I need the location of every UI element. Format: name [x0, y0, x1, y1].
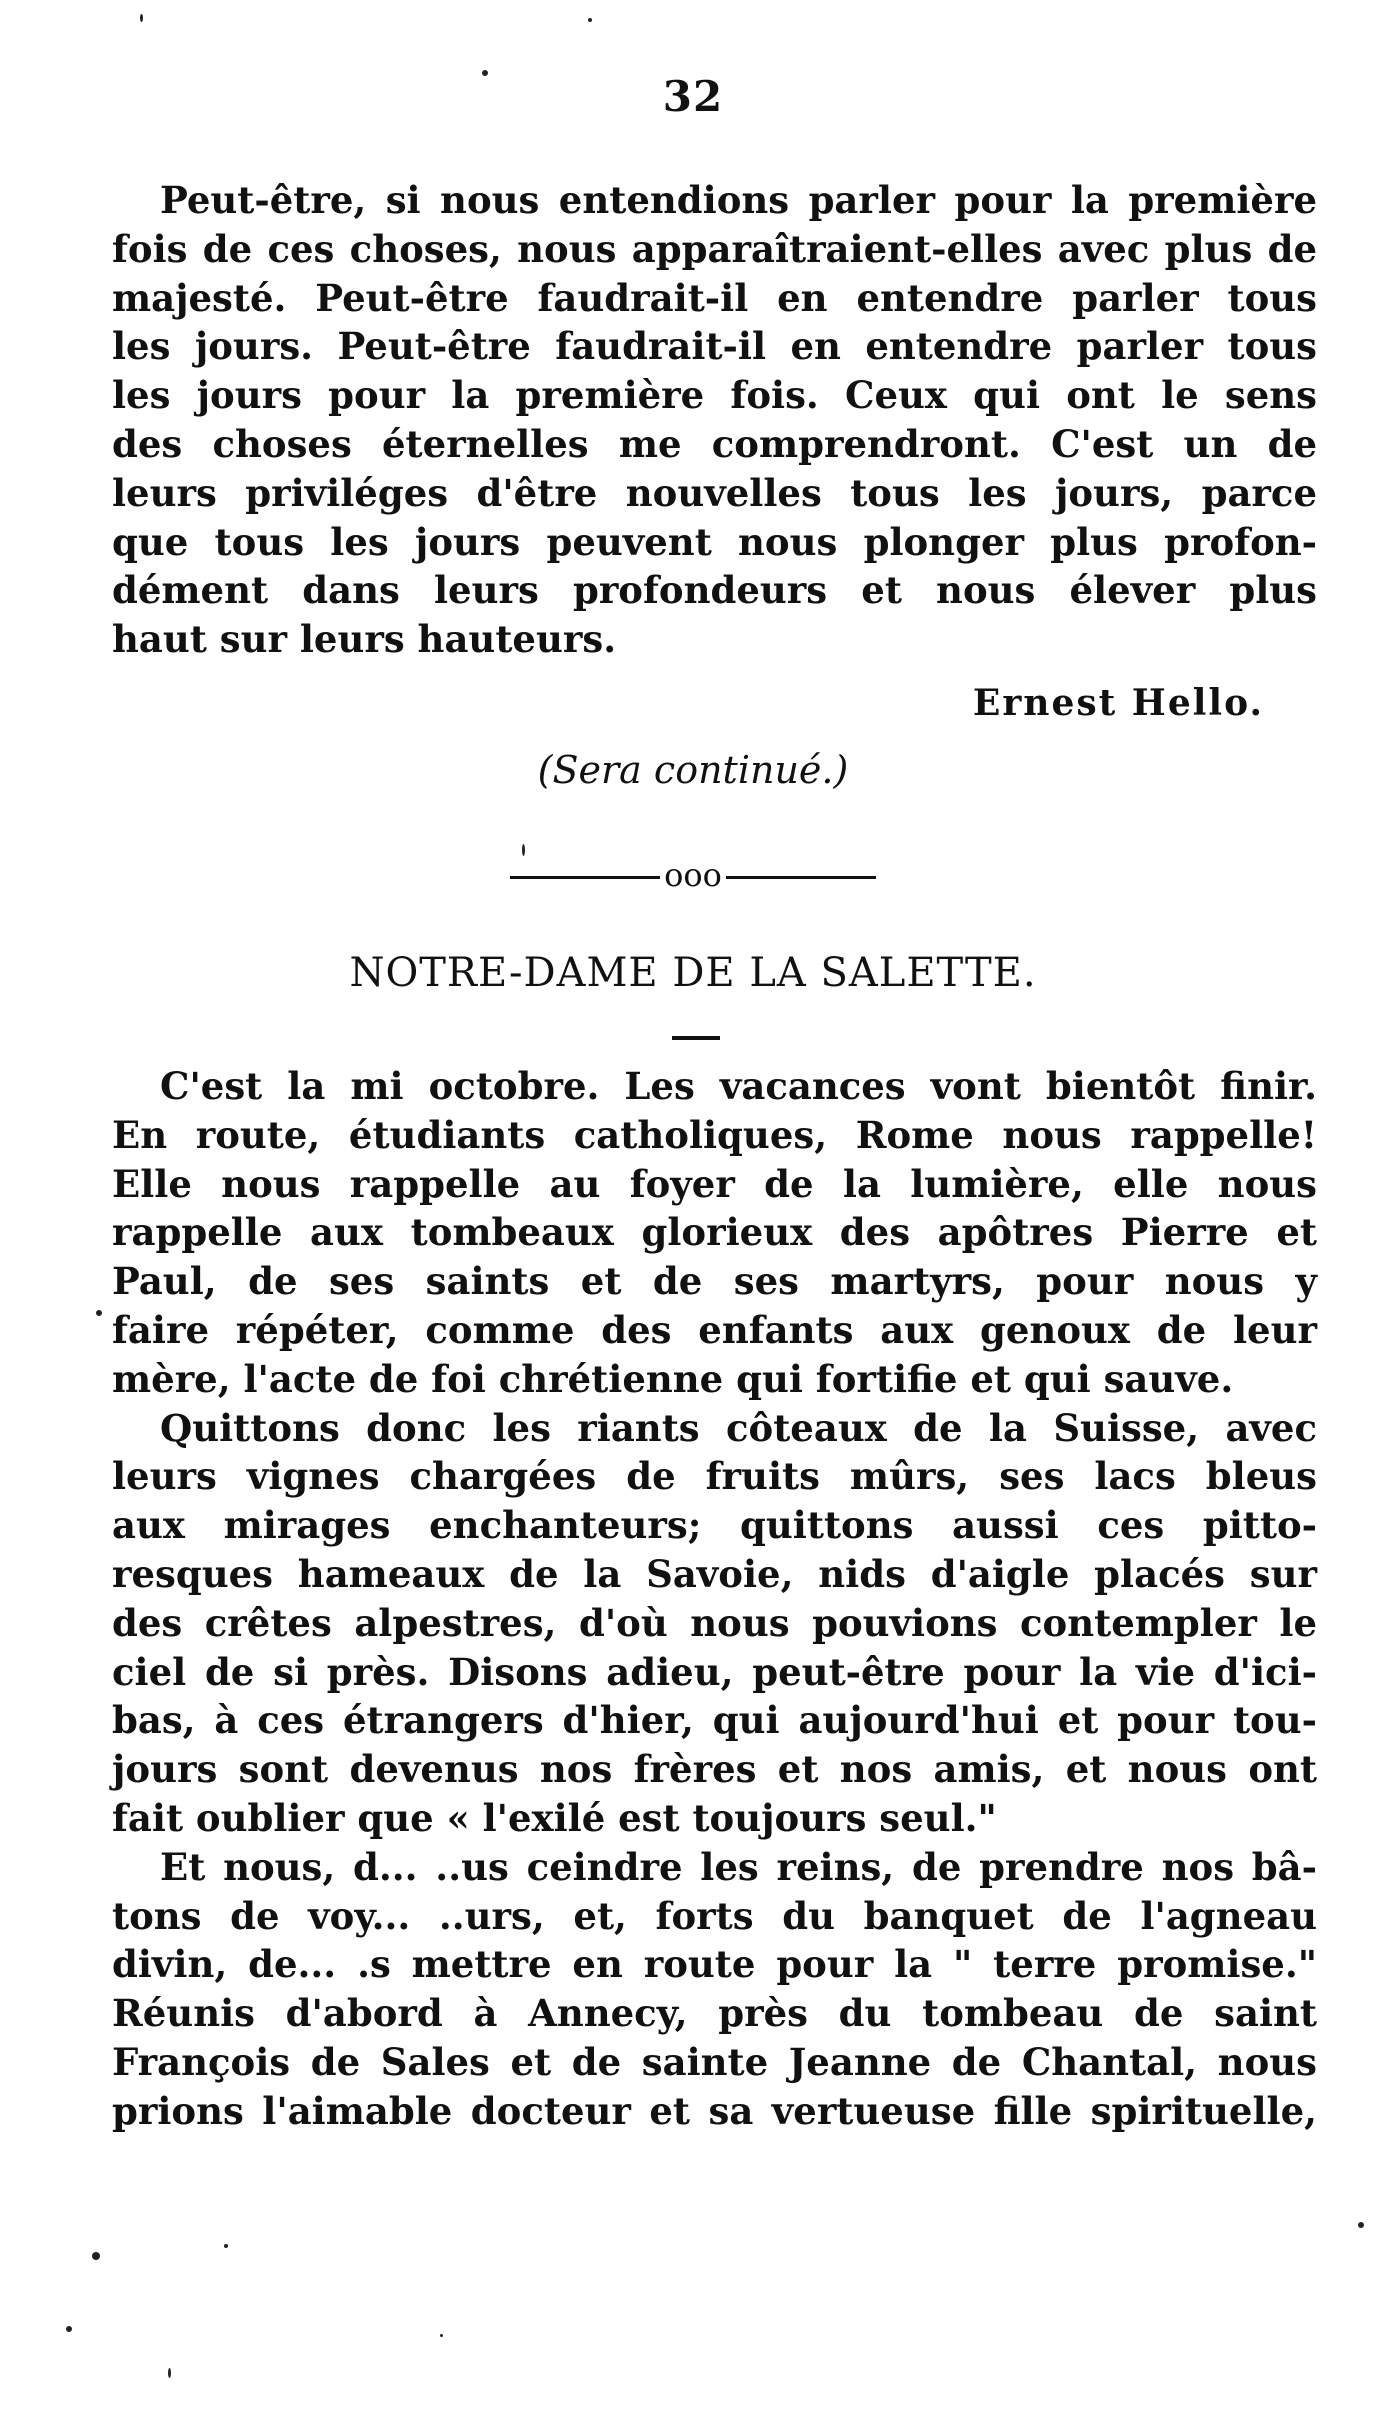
text-line: aux mirages enchanteurs; quittons aussi ces pitto-	[112, 1503, 1317, 1548]
section-separator	[0, 856, 1386, 894]
scan-speck	[1358, 2222, 1364, 2228]
scan-speck	[168, 2368, 171, 2378]
text-line: Peut-être, si nous entendions parler pour la première	[160, 178, 1317, 222]
text-line: faire répéter, comme des enfants aux genoux de leur	[112, 1307, 1317, 1352]
text-line: prions l'aimable docteur et sa vertueuse fille spirituelle,	[112, 2088, 1317, 2133]
text-line: les jours. Peut-être faudrait-il en entendre parler tous	[112, 324, 1317, 369]
text-line: leurs priviléges d'être nouvelles tous les jours, parce	[112, 470, 1317, 515]
separator-rule-right	[726, 876, 876, 879]
text-line: Et nous, d... ..us ceindre les reins, de prendre nos bâ-	[160, 1844, 1317, 1889]
scan-speck	[92, 2252, 100, 2260]
text-line: bas, à ces étrangers d'hier, qui aujourd'hui et pour tou-	[112, 1698, 1317, 1743]
scan-speck	[482, 70, 488, 76]
text-line: dément dans leurs profondeurs et nous élever plus	[112, 568, 1317, 613]
article-title: NOTRE-DAME DE LA SALETTE.	[349, 950, 1037, 996]
scan-speck	[588, 18, 592, 22]
text-line: que tous les jours peuvent nous plonger plus profon-	[112, 519, 1317, 564]
text-line: des choses éternelles me comprendront. C'est un de	[112, 421, 1317, 466]
text-line: rappelle aux tombeaux glorieux des apôtres Pierre et	[112, 1210, 1317, 1255]
author-signature: Ernest Hello.	[972, 682, 1264, 724]
scan-speck	[522, 844, 525, 856]
text-line: François de Sales et de sainte Jeanne de Chantal, nous	[112, 2039, 1317, 2084]
text-line: jours sont devenus nos frères et nos amis, et nous ont	[112, 1747, 1317, 1792]
text-line: Elle nous rappelle au foyer de la lumière, elle nous	[112, 1161, 1317, 1206]
text-line: C'est la mi octobre. Les vacances vont bientôt finir.	[160, 1064, 1317, 1108]
excerpt-paragraph	[112, 176, 1317, 664]
text-line: des crêtes alpestres, d'où nous pouvions contempler le	[112, 1600, 1317, 1645]
text-line: tons de voy... ..urs, et, forts du banquet de l'agneau	[112, 1893, 1317, 1938]
text-line: Réunis d'abord à Annecy, près du tombeau de saint	[112, 1991, 1317, 2036]
continued-note: (Sera continué.)	[537, 748, 849, 792]
text-line: les jours pour la première fois. Ceux qui ont le sens	[112, 373, 1317, 418]
text-line: resques hameaux de la Savoie, nids d'aigle placés sur	[112, 1551, 1317, 1596]
text-line: Paul, de ses saints et de ses martyrs, pour nous y	[112, 1259, 1317, 1304]
article-body	[112, 1062, 1317, 2136]
separator-rule-left	[510, 876, 660, 879]
scan-speck	[66, 2326, 72, 2332]
scan-speck	[96, 1310, 102, 1316]
text-line: leurs vignes chargées de fruits mûrs, ses lacs bleus	[112, 1454, 1317, 1499]
separator-ornament: ooo	[664, 856, 722, 894]
page-number: 32	[662, 72, 724, 121]
text-line: majesté. Peut-être faudrait-il en entendre parler tous	[112, 275, 1317, 320]
text-line: fait oublier que « l'exilé est toujours seul."	[112, 1795, 997, 1840]
scan-speck	[440, 2334, 443, 2337]
title-underline-dash	[672, 1036, 720, 1040]
scan-speck	[224, 2244, 228, 2248]
text-line: mère, l'acte de foi chrétienne qui fortifie et qui sauve.	[112, 1356, 1234, 1401]
text-line: divin, de... .s mettre en route pour la " terre promise."	[112, 1942, 1317, 1987]
text-line: ciel de si près. Disons adieu, peut-être pour la vie d'ici-	[112, 1649, 1317, 1694]
text-line: haut sur leurs hauteurs.	[112, 617, 617, 662]
text-line: Quittons donc les riants côteaux de la Suisse, avec	[160, 1405, 1317, 1450]
text-line: fois de ces choses, nous apparaîtraient-elles avec plus de	[112, 226, 1317, 271]
scan-speck	[140, 14, 143, 22]
text-line: En route, étudiants catholiques, Rome nous rappelle!	[112, 1112, 1317, 1157]
